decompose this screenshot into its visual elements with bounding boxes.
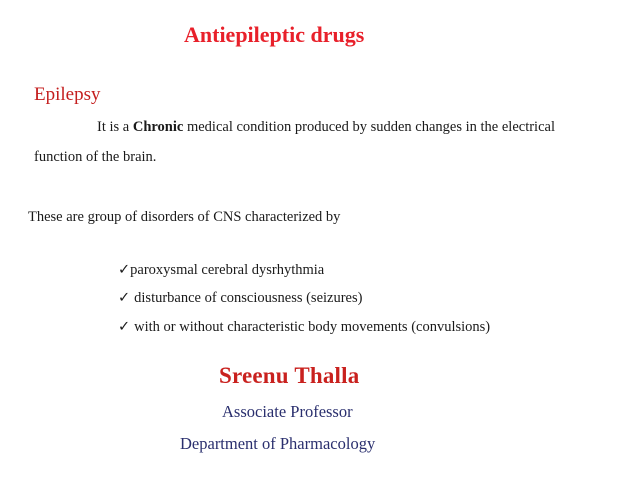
checkmark-icon: ✓ [118,319,131,335]
checkmark-icon: ✓ [118,290,131,306]
checkmark-icon: ✓ [118,262,131,278]
bullet-text: with or without characteristic body movements (convulsions) [134,319,491,335]
definition-continuation: function of the brain. [34,149,157,165]
bullet-text: paroxysmal cerebral dysrhythmia [130,262,325,278]
bullet-item [118,319,490,336]
slide-title: Antiepileptic drugs [184,22,365,47]
definition-suffix: medical condition produced by sudden changes in the electrical [183,119,555,135]
section-heading: Epilepsy [34,84,101,105]
definition-prefix: It is a [97,119,133,135]
author-department: Department of Pharmacology [180,434,376,453]
description-text: These are group of disorders of CNS characterized by [28,209,341,225]
definition-bold-word: Chronic [132,119,184,135]
bullet-text: disturbance of consciousness (seizures) [134,290,363,306]
definition-line [97,119,555,136]
slide-title-container [184,22,364,48]
author-name: Sreenu Thalla [219,363,360,388]
bullet-item [118,290,362,307]
author-position: Associate Professor [222,402,353,421]
bullet-item [118,262,324,279]
